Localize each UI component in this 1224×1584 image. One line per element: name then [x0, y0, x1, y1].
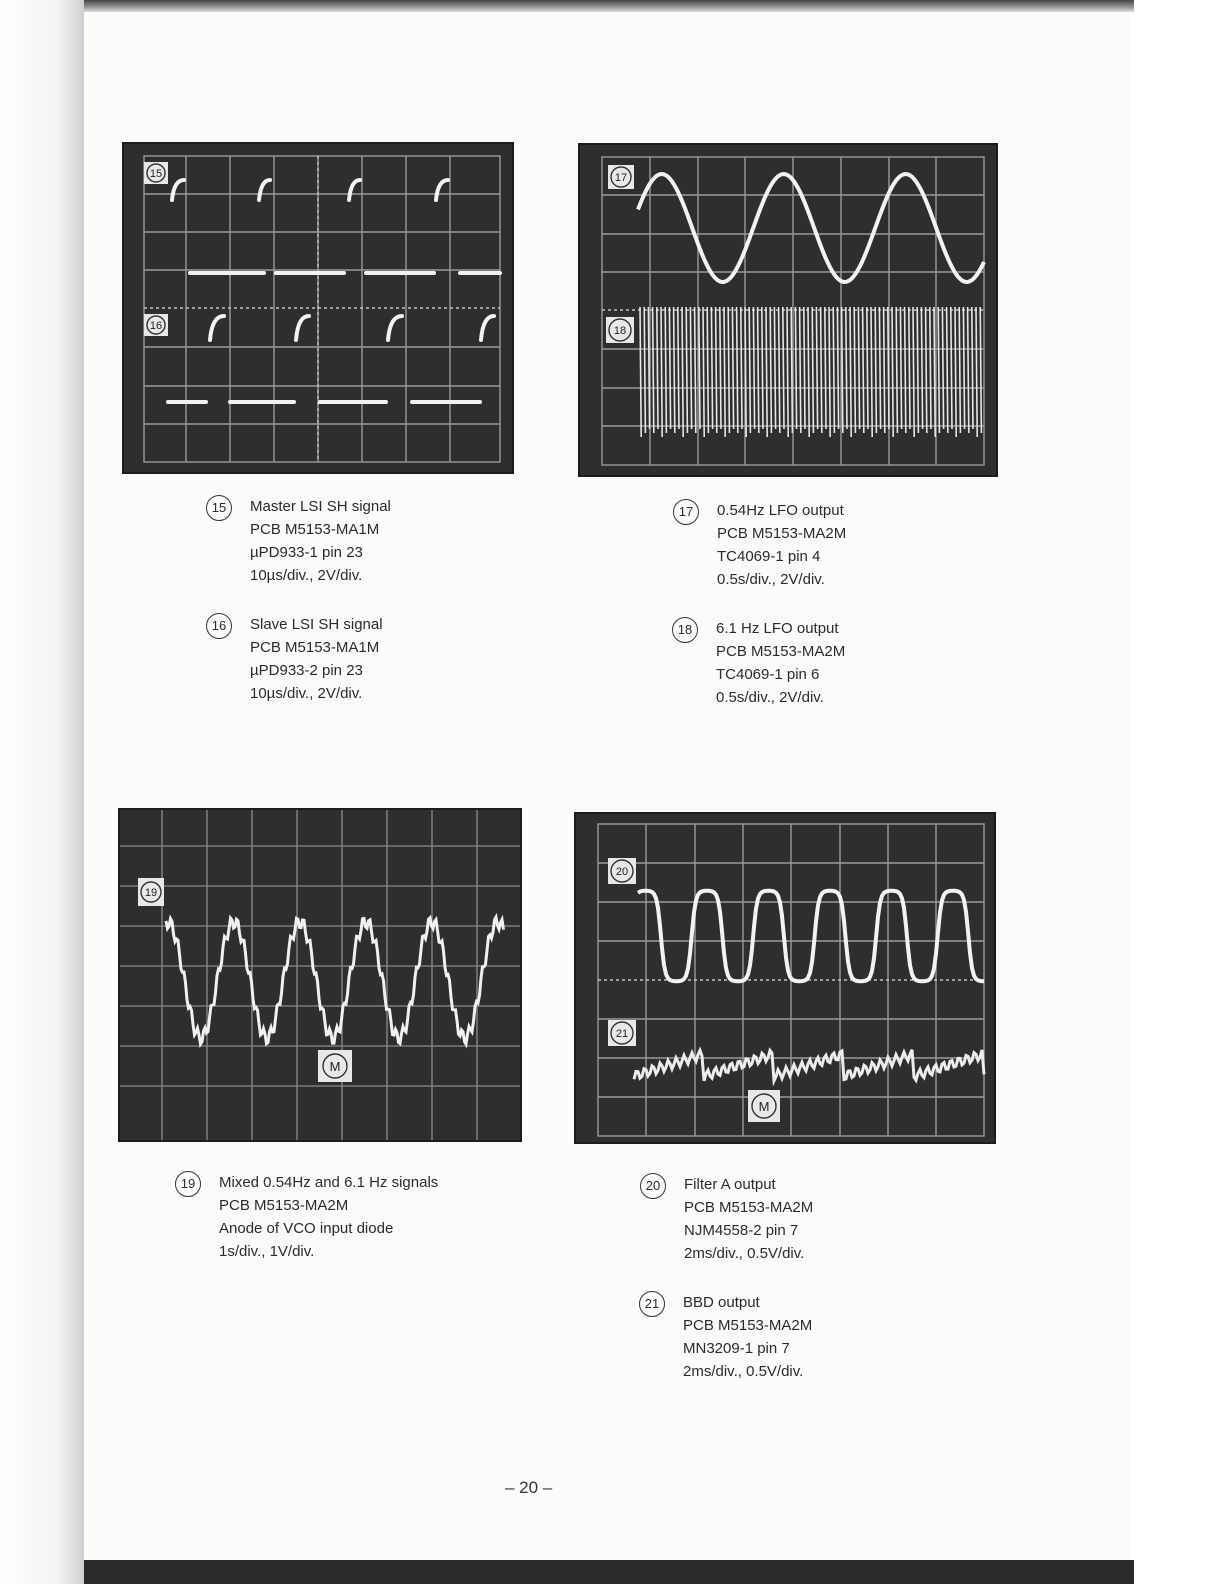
scope-label-21	[608, 1020, 636, 1046]
scope-screen-d	[576, 814, 994, 1142]
caption-line: BBD output	[683, 1294, 760, 1311]
svg-text:18: 18	[613, 325, 627, 337]
caption-number-16: 16	[206, 613, 232, 639]
caption-18	[672, 617, 845, 709]
scope-screen-b	[580, 145, 996, 475]
svg-text:16: 16	[149, 320, 163, 332]
caption-line: TC4069-1 pin 4	[717, 548, 821, 565]
caption-number-19: 19	[175, 1171, 201, 1197]
caption-17	[673, 499, 846, 591]
caption-line: Anode of VCO input diode	[219, 1220, 394, 1237]
oscilloscope-photo-15-16	[122, 142, 514, 474]
scan-top-edge	[84, 0, 1134, 12]
caption-line: µPD933-1 pin 23	[250, 544, 363, 561]
caption-line: Filter A output	[684, 1176, 776, 1193]
caption-line: NJM4558-2 pin 7	[684, 1222, 799, 1239]
caption-number-20: 20	[640, 1173, 666, 1199]
caption-line: MN3209-1 pin 7	[683, 1340, 790, 1357]
caption-line: 0.5s/div., 2V/div.	[716, 689, 824, 706]
scan-bottom-edge	[84, 1560, 1134, 1584]
caption-line: 1s/div., 1V/div.	[219, 1243, 315, 1260]
svg-text:19: 19	[144, 887, 158, 899]
marker-m-c	[318, 1050, 352, 1082]
svg-text:15: 15	[149, 168, 163, 180]
trace-21	[634, 1050, 984, 1081]
caption-number-17: 17	[673, 499, 699, 525]
caption-line: PCB M5153-MA1M	[250, 521, 380, 538]
page-number: – 20 –	[505, 1478, 553, 1497]
caption-line: Slave LSI SH signal	[250, 616, 383, 633]
caption-number-18: 18	[672, 617, 698, 643]
svg-text:20: 20	[615, 866, 629, 878]
scope-label-17	[608, 165, 634, 189]
caption-number-15: 15	[206, 495, 232, 521]
scope-label-19	[138, 878, 164, 906]
caption-line: 6.1 Hz LFO output	[716, 620, 839, 637]
scope-graticule-a	[144, 156, 500, 462]
page-edge-shadow	[0, 0, 84, 1584]
trace-20	[638, 891, 984, 981]
svg-text:21: 21	[615, 1028, 629, 1040]
caption-line: PCB M5153-MA1M	[250, 639, 380, 656]
caption-21	[639, 1291, 812, 1383]
caption-line: PCB M5153-MA2M	[716, 643, 846, 660]
scope-screen-a	[124, 144, 512, 472]
scope-label-18	[606, 317, 634, 343]
oscilloscope-photo-20-21	[574, 812, 996, 1144]
caption-line: Mixed 0.54Hz and 6.1 Hz signals	[219, 1174, 439, 1191]
oscilloscope-photo-19	[118, 808, 522, 1142]
scope-label-16	[144, 314, 168, 336]
caption-15	[206, 495, 391, 587]
caption-line: TC4069-1 pin 6	[716, 666, 820, 683]
caption-line: PCB M5153-MA2M	[684, 1199, 814, 1216]
caption-line: 0.54Hz LFO output	[717, 502, 844, 519]
scope-label-20	[608, 858, 636, 884]
caption-line: Master LSI SH signal	[250, 498, 391, 515]
caption-line: 0.5s/div., 2V/div.	[717, 571, 825, 588]
caption-line: PCB M5153-MA2M	[717, 525, 847, 542]
svg-text:17: 17	[614, 172, 628, 184]
svg-text:M: M	[329, 1059, 341, 1074]
caption-line: 2ms/div., 0.5V/div.	[683, 1363, 804, 1380]
caption-line: 2ms/div., 0.5V/div.	[684, 1245, 805, 1262]
scope-label-15	[144, 162, 168, 184]
caption-line: PCB M5153-MA2M	[683, 1317, 813, 1334]
trace-18	[640, 307, 981, 437]
marker-m-d	[748, 1090, 780, 1122]
caption-19	[175, 1171, 438, 1263]
scope-screen-c	[120, 810, 520, 1140]
caption-line: 10µs/div., 2V/div.	[250, 685, 363, 702]
caption-line: PCB M5153-MA2M	[219, 1197, 349, 1214]
caption-20	[640, 1173, 813, 1265]
caption-line: µPD933-2 pin 23	[250, 662, 363, 679]
caption-16	[206, 613, 383, 705]
caption-number-21: 21	[639, 1291, 665, 1317]
svg-text:M: M	[758, 1099, 770, 1114]
caption-line: 10µs/div., 2V/div.	[250, 567, 363, 584]
trace-19	[166, 917, 504, 1044]
trace-16	[168, 316, 494, 402]
oscilloscope-photo-17-18	[578, 143, 998, 477]
scope-graticule-c	[120, 810, 520, 1140]
trace-17	[638, 174, 984, 282]
